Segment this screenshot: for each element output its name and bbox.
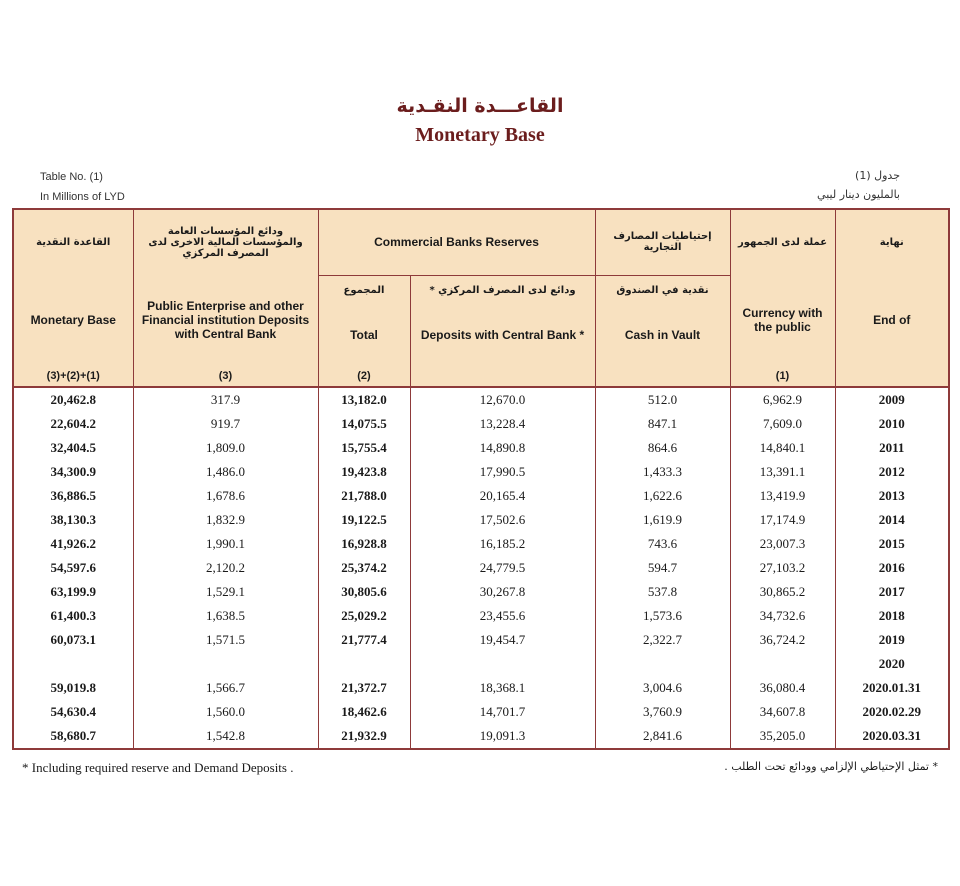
table-row — [13, 700, 949, 724]
cell-mb — [13, 652, 133, 676]
table-row — [13, 604, 949, 628]
cell-total: 18,462.6 — [318, 700, 410, 724]
cell-dep: 17,990.5 — [410, 460, 595, 484]
title-english: Monetary Base — [415, 124, 545, 146]
monetary-base-col-number: (3)+(2)+(1) — [13, 365, 133, 387]
table-number-ar: جدول (1) — [855, 169, 900, 182]
cell-mb: 20,462.8 — [13, 387, 133, 412]
table-row — [13, 508, 949, 532]
cell-cash: 594.7 — [595, 556, 730, 580]
cell-pe: 1,486.0 — [133, 460, 318, 484]
cell-pe: 1,542.8 — [133, 724, 318, 749]
units-ar: بالمليون دينار ليبي — [817, 188, 900, 201]
table-row — [13, 532, 949, 556]
cell-mb: 54,597.6 — [13, 556, 133, 580]
cell-end: 2016 — [835, 556, 949, 580]
cell-cash: 847.1 — [595, 412, 730, 436]
cell-mb: 32,404.5 — [13, 436, 133, 460]
table-row — [13, 460, 949, 484]
deposits-cb-header-ar: ودائع لدى المصرف المركزي * — [410, 275, 595, 305]
cell-total: 21,932.9 — [318, 724, 410, 749]
cell-cash: 1,622.6 — [595, 484, 730, 508]
cell-total: 25,374.2 — [318, 556, 410, 580]
cell-dep: 19,454.7 — [410, 628, 595, 652]
cell-cur: 23,007.3 — [730, 532, 835, 556]
monetary-base-header-en: Monetary Base — [13, 275, 133, 365]
cell-pe: 1,678.6 — [133, 484, 318, 508]
cell-dep: 24,779.5 — [410, 556, 595, 580]
cell-total: 13,182.0 — [318, 387, 410, 412]
cell-total: 14,075.5 — [318, 412, 410, 436]
cell-total: 21,788.0 — [318, 484, 410, 508]
cell-cash: 537.8 — [595, 580, 730, 604]
cell-total — [318, 652, 410, 676]
cash-vault-header-en: Cash in Vault — [595, 305, 730, 365]
table-row — [13, 412, 949, 436]
cell-pe: 317.9 — [133, 387, 318, 412]
cell-dep: 23,455.6 — [410, 604, 595, 628]
cell-dep: 12,670.0 — [410, 387, 595, 412]
table-row — [13, 676, 949, 700]
deposits-cb-col-number — [410, 365, 595, 387]
cell-cash: 864.6 — [595, 436, 730, 460]
cell-pe — [133, 652, 318, 676]
cell-cur: 34,607.8 — [730, 700, 835, 724]
cash-vault-header-ar: نقدية في الصندوق — [595, 275, 730, 305]
cell-dep: 14,701.7 — [410, 700, 595, 724]
cell-cur: 36,080.4 — [730, 676, 835, 700]
cell-mb: 34,300.9 — [13, 460, 133, 484]
cell-cur: 13,419.9 — [730, 484, 835, 508]
public-enterprise-header-en: Public Enterprise and other Financial institution Deposits with Central Bank — [133, 275, 318, 365]
cell-pe: 1,809.0 — [133, 436, 318, 460]
cell-cash: 743.6 — [595, 532, 730, 556]
cell-cur: 13,391.1 — [730, 460, 835, 484]
cell-cur: 30,865.2 — [730, 580, 835, 604]
cell-mb: 22,604.2 — [13, 412, 133, 436]
cell-cur: 27,103.2 — [730, 556, 835, 580]
table-row — [13, 724, 949, 749]
total-header-en: Total — [318, 305, 410, 365]
cell-dep: 20,165.4 — [410, 484, 595, 508]
cell-total: 19,122.5 — [318, 508, 410, 532]
commercial-banks-reserves-header: Commercial Banks Reserves — [318, 209, 595, 275]
cell-end: 2019 — [835, 628, 949, 652]
cell-pe: 1,560.0 — [133, 700, 318, 724]
cell-total: 21,777.4 — [318, 628, 410, 652]
cell-cur: 7,609.0 — [730, 412, 835, 436]
cell-cash: 3,004.6 — [595, 676, 730, 700]
cell-cash: 1,433.3 — [595, 460, 730, 484]
cell-mb: 38,130.3 — [13, 508, 133, 532]
cell-end: 2014 — [835, 508, 949, 532]
cell-end: 2018 — [835, 604, 949, 628]
cell-total: 21,372.7 — [318, 676, 410, 700]
table-number-en: Table No. (1) — [40, 171, 103, 183]
cash-vault-col-number — [595, 365, 730, 387]
cell-end: 2020.02.29 — [835, 700, 949, 724]
cell-total: 15,755.4 — [318, 436, 410, 460]
cell-cash: 512.0 — [595, 387, 730, 412]
cell-end: 2015 — [835, 532, 949, 556]
cell-cur: 36,724.2 — [730, 628, 835, 652]
cell-pe: 1,529.1 — [133, 580, 318, 604]
cell-cash — [595, 652, 730, 676]
cell-cash: 2,322.7 — [595, 628, 730, 652]
cell-end: 2017 — [835, 580, 949, 604]
table-row — [13, 580, 949, 604]
table-row — [13, 556, 949, 580]
cell-pe: 1,990.1 — [133, 532, 318, 556]
cell-total: 25,029.2 — [318, 604, 410, 628]
table-row — [13, 436, 949, 460]
public-enterprise-col-number: (3) — [133, 365, 318, 387]
cell-end: 2011 — [835, 436, 949, 460]
cell-dep: 18,368.1 — [410, 676, 595, 700]
cell-dep: 14,890.8 — [410, 436, 595, 460]
cell-dep: 30,267.8 — [410, 580, 595, 604]
cell-end: 2013 — [835, 484, 949, 508]
cell-dep: 19,091.3 — [410, 724, 595, 749]
cell-pe: 919.7 — [133, 412, 318, 436]
reserves-header-ar: إحتياطيات المصارف التجارية — [595, 209, 730, 275]
cell-dep: 16,185.2 — [410, 532, 595, 556]
cell-pe: 1,638.5 — [133, 604, 318, 628]
cell-end: 2020 — [835, 652, 949, 676]
units-en: In Millions of LYD — [40, 191, 125, 203]
table-row — [13, 484, 949, 508]
cell-end: 2010 — [835, 412, 949, 436]
cell-cash: 1,619.9 — [595, 508, 730, 532]
end-of-header-en: End of — [835, 275, 949, 365]
cell-pe: 1,832.9 — [133, 508, 318, 532]
cell-mb: 59,019.8 — [13, 676, 133, 700]
footnote-arabic: * تمثل الإحتياطي الإلزامي وودائع تحت الطلب . — [724, 760, 938, 773]
currency-header-ar: عملة لدى الجمهور — [730, 209, 835, 275]
cell-cash: 3,760.9 — [595, 700, 730, 724]
cell-pe: 2,120.2 — [133, 556, 318, 580]
cell-mb: 60,073.1 — [13, 628, 133, 652]
cell-mb: 61,400.3 — [13, 604, 133, 628]
public-enterprise-header-ar: ودائع المؤسسات العامة والمؤسسات المالية الاخرى لدى المصرف المركزي — [133, 209, 318, 275]
cell-cur: 17,174.9 — [730, 508, 835, 532]
cell-end: 2020.03.31 — [835, 724, 949, 749]
cell-cur: 35,205.0 — [730, 724, 835, 749]
cell-mb: 54,630.4 — [13, 700, 133, 724]
cell-cash: 1,573.6 — [595, 604, 730, 628]
cell-total: 19,423.8 — [318, 460, 410, 484]
deposits-cb-header-en: Deposits with Central Bank * — [410, 305, 595, 365]
cell-cur: 6,962.9 — [730, 387, 835, 412]
cell-cur — [730, 652, 835, 676]
monetary-base-table — [12, 208, 950, 750]
cell-dep — [410, 652, 595, 676]
cell-mb: 63,199.9 — [13, 580, 133, 604]
title-arabic: القاعـــدة النقـدية — [396, 95, 564, 117]
cell-mb: 41,926.2 — [13, 532, 133, 556]
total-col-number: (2) — [318, 365, 410, 387]
end-of-header-ar: نهاية — [835, 209, 949, 275]
end-of-col-number — [835, 365, 949, 387]
monetary-base-header-ar: القاعدة النقدية — [13, 209, 133, 275]
cell-cur: 14,840.1 — [730, 436, 835, 460]
cell-total: 30,805.6 — [318, 580, 410, 604]
table-body — [13, 387, 949, 749]
cell-end: 2020.01.31 — [835, 676, 949, 700]
footnote-english: * Including required reserve and Demand Deposits . — [22, 760, 294, 775]
table-row — [13, 652, 949, 676]
currency-header-en: Currency with the public — [730, 275, 835, 365]
cell-end: 2012 — [835, 460, 949, 484]
cell-pe: 1,566.7 — [133, 676, 318, 700]
cell-dep: 17,502.6 — [410, 508, 595, 532]
total-header-ar: المجموع — [318, 275, 410, 305]
cell-dep: 13,228.4 — [410, 412, 595, 436]
currency-col-number: (1) — [730, 365, 835, 387]
cell-cur: 34,732.6 — [730, 604, 835, 628]
cell-mb: 58,680.7 — [13, 724, 133, 749]
cell-mb: 36,886.5 — [13, 484, 133, 508]
table-row — [13, 387, 949, 412]
cell-pe: 1,571.5 — [133, 628, 318, 652]
cell-total: 16,928.8 — [318, 532, 410, 556]
cell-end: 2009 — [835, 387, 949, 412]
cell-cash: 2,841.6 — [595, 724, 730, 749]
table-row — [13, 628, 949, 652]
